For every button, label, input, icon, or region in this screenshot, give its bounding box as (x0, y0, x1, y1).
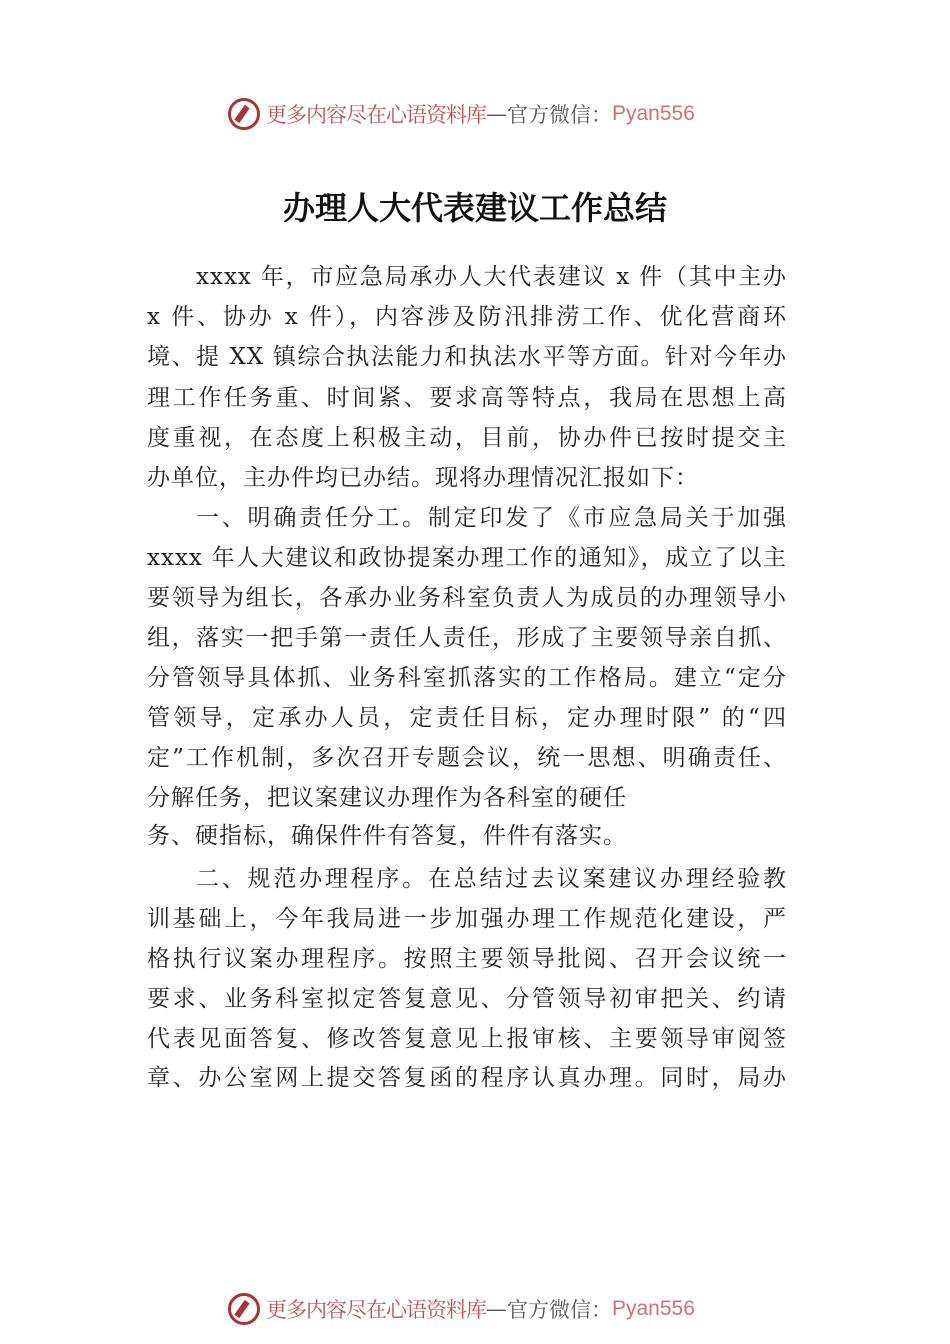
text-line: 要求、业务科室拟定答复意见、分管领导初审把关、约请 (147, 986, 787, 1012)
text-line: 管领导，定承办人员，定责任目标，定办理时限” 的“四 (147, 705, 787, 731)
watermark-site: 更多内容尽在心语资料库 (266, 1298, 486, 1322)
text-line: 境、提 XX 镇综合执法能力和执法水平等方面。针对今年办 (147, 344, 787, 370)
text-line: 定”工作机制，多次召开专题会议，统一思想、明确责任、 (147, 745, 787, 771)
text-line: 分管领导具体抓、业务科室抓落实的工作格局。建立“定分 (147, 665, 787, 691)
pen-logo-icon (228, 98, 260, 130)
text-line: 代表见面答复、修改答复意见上报审核、主要领导审阅签 (147, 1026, 787, 1052)
watermark-site: 更多内容尽在心语资料库 (266, 103, 486, 127)
text-line: 训基础上，今年我局进一步加强办理工作规范化建设，严 (147, 906, 787, 932)
watermark-sep: — (486, 1297, 507, 1321)
pen-logo-icon (228, 1293, 260, 1325)
text-line: 格执行议案办理程序。按照主要领导批阅、召开会议统一 (147, 946, 787, 972)
footer-watermark (228, 1292, 728, 1326)
text-line: 度重视，在态度上积极主动，目前，协办件已按时提交主 (147, 425, 787, 451)
text-line: 二、规范办理程序。在总结过去议案建议办理经验教 (196, 866, 787, 892)
text-line: xxxx 年，市应急局承办人大代表建议 x 件（其中主办 (196, 264, 787, 290)
text-line: 章、办公室网上提交答复函的程序认真办理。同时，局办 (147, 1065, 787, 1091)
text-line: 办单位，主办件均已办结。现将办理情况汇报如下： (147, 465, 699, 491)
text-line: xxxx 年人大建议和政协提案办理工作的通知》，成立了以主 (147, 545, 787, 571)
watermark-label: 官方微信： (507, 103, 612, 127)
text-line: 要领导为组长，各承办业务科室负责人为成员的办理领导小 (147, 585, 787, 611)
text-line: 一、明确责任分工。制定印发了《市应急局关于加强 (196, 505, 787, 531)
text-line: 理工作任务重、时间紧、要求高等特点，我局在思想上高 (147, 385, 787, 411)
watermark-sep: — (486, 102, 507, 126)
text-line: x 件、协办 x 件），内容涉及防汛排涝工作、优化营商环 (147, 304, 787, 330)
text-line: 分解任务，把议案建议办理作为各科室的硬任 (147, 785, 627, 811)
text-line: 务、硬指标，确保件件有答复，件件有落实。 (147, 823, 627, 849)
document-title: 办理人大代表建议工作总结 (282, 189, 667, 227)
watermark-id: Pyan556 (612, 1297, 695, 1320)
text-line: 组，落实一把手第一责任人责任，形成了主要领导亲自抓、 (147, 625, 787, 651)
watermark-id: Pyan556 (612, 102, 695, 125)
watermark-label: 官方微信： (507, 1298, 612, 1322)
header-watermark (228, 97, 728, 131)
